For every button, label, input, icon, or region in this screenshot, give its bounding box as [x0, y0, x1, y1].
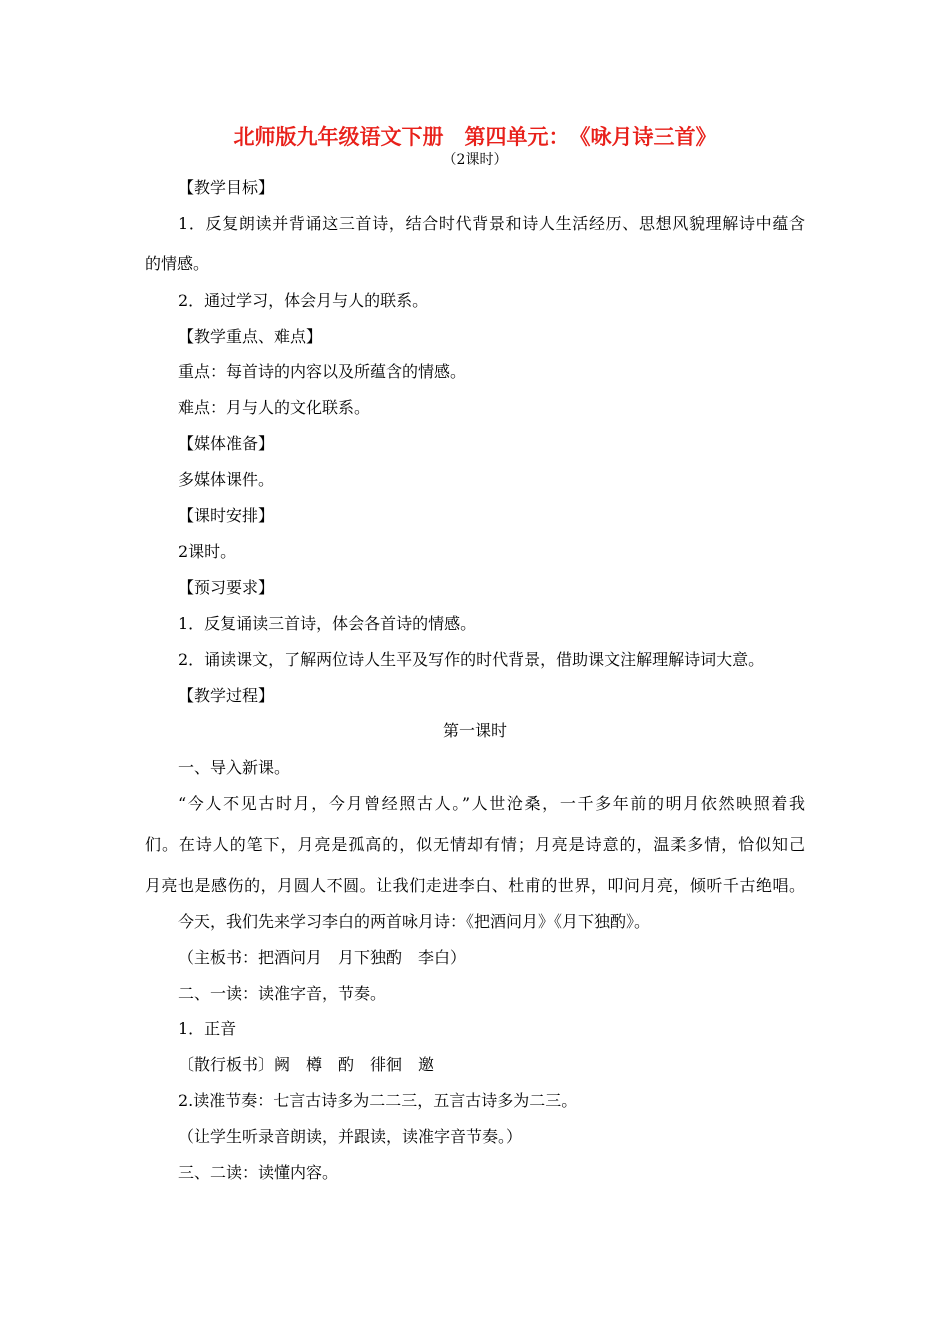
rhythm-text: 2.读准节奏：七言古诗多为二二三，五言古诗多为二三。: [178, 1091, 578, 1110]
preview-item-2: 2．诵读课文，了解两位诗人生平及写作的时代背景，借助课文注解理解诗词大意。: [178, 650, 765, 669]
step-2-heading: 二、一读：读准字音，节奏。: [178, 984, 387, 1003]
intro-line-3: 月亮也是感伤的，月圆人不圆。让我们走进李白、杜甫的世界，叩问月亮，倾听千古绝唱。: [145, 876, 805, 895]
schedule-text: 2课时。: [178, 542, 237, 561]
document-subtitle: （2课时）: [442, 152, 508, 168]
intro-line-2: 们。在诗人的笔下，月亮是孤高的，似无情却有情；月亮是诗意的，温柔多情，恰似知己: [145, 835, 805, 854]
objective-1-line-2: 的情感。: [145, 254, 210, 273]
preview-heading: 【预习要求】: [178, 578, 275, 597]
step-3-heading: 三、二读：读懂内容。: [178, 1163, 339, 1182]
pronunciation-board: 〔散行板书〕阙 樽 酌 徘徊 邀: [178, 1055, 435, 1074]
pronunciation-heading: 1．正音: [178, 1019, 237, 1038]
keypoint-text: 重点：每首诗的内容以及所蕴含的情感。: [178, 362, 467, 381]
lesson-one-heading: 第一课时: [442, 721, 507, 740]
difficulty-text: 难点：月与人的文化联系。: [178, 398, 371, 417]
media-heading: 【媒体准备】: [178, 434, 275, 453]
intro-line-1: “今人不见古时月，今月曾经照古人。”人世沧桑，一千多年前的明月依然映照着我: [178, 794, 805, 813]
keypoints-heading: 【教学重点、难点】: [178, 327, 323, 346]
objective-2: 2．通过学习，体会月与人的联系。: [178, 291, 429, 310]
document-title: 北师版九年级语文下册 第四单元： 《咏月诗三首》: [233, 124, 717, 149]
schedule-heading: 【课时安排】: [178, 506, 275, 525]
listen-text: （让学生听录音朗读，并跟读，读准字音节奏。）: [178, 1127, 523, 1146]
process-heading: 【教学过程】: [178, 686, 275, 705]
today-text: 今天，我们先来学习李白的两首咏月诗：《把酒问月》《月下独酌》。: [178, 912, 651, 931]
preview-item-1: 1．反复诵读三首诗，体会各首诗的情感。: [178, 614, 477, 633]
step-1-heading: 一、导入新课。: [178, 758, 291, 777]
media-text: 多媒体课件。: [178, 470, 275, 489]
objectives-heading: 【教学目标】: [178, 178, 275, 197]
board-text: （主板书：把酒问月 月下独酌 李白）: [178, 948, 467, 967]
objective-1-line-1: 1．反复朗读并背诵这三首诗，结合时代背景和诗人生活经历、思想风貌理解诗中蕴含: [178, 214, 805, 233]
